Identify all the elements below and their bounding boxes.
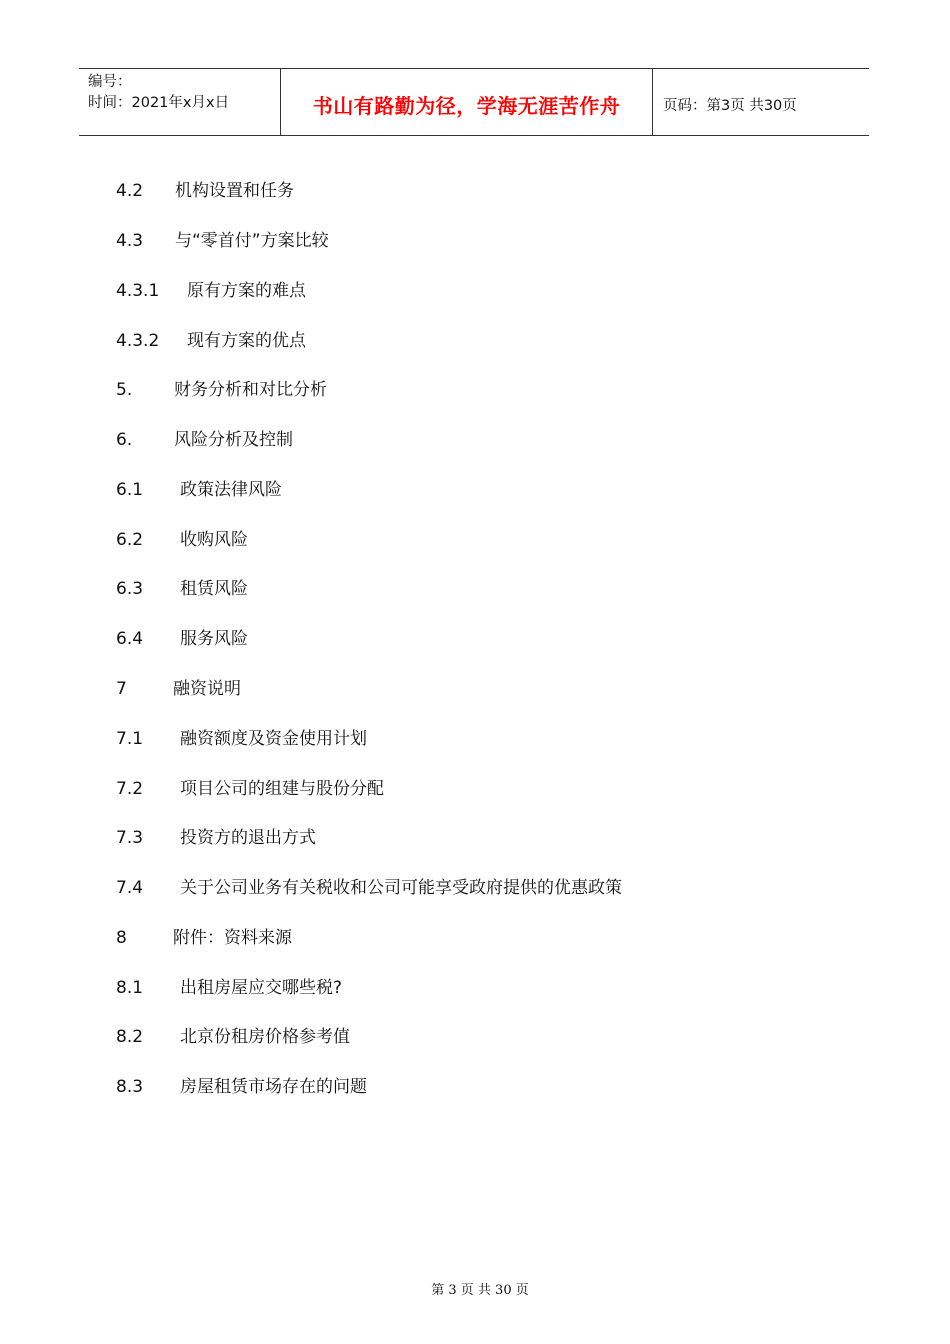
document-number-label: 编号： [88, 74, 132, 90]
toc-entry-title: 投资方的退出方式 [180, 828, 316, 848]
toc-entry-number: 6.2 [116, 530, 144, 550]
header-meta-cell [79, 69, 281, 135]
toc-entry-number: 4.3.1 [116, 281, 160, 301]
toc-entry-title: 原有方案的难点 [187, 281, 306, 301]
toc-entry-number: 6.4 [116, 629, 144, 649]
toc-entry-number: 8 [116, 928, 127, 948]
toc-entry-title: 收购风险 [180, 530, 248, 550]
toc-entry-title: 风险分析及控制 [174, 430, 293, 450]
toc-entry-title: 融资说明 [173, 679, 241, 699]
document-date-label: 时间：2021年x月x日 [88, 95, 230, 111]
toc-entry-title: 关于公司业务有关税收和公司可能享受政府提供的优惠政策 [180, 878, 622, 898]
toc-entry-number: 5. [116, 380, 133, 400]
toc-entry-number: 6.3 [116, 579, 144, 599]
toc-entry-title: 融资额度及资金使用计划 [180, 729, 367, 749]
toc-entry-number: 4.3.2 [116, 331, 160, 351]
header-motto-cell [281, 69, 653, 135]
toc-entry-number: 8.2 [116, 1027, 144, 1047]
header-page-cell [653, 69, 869, 135]
document-header [79, 68, 869, 136]
toc-entry-title: 现有方案的优点 [187, 331, 306, 351]
toc-entry-title: 机构设置和任务 [175, 181, 294, 201]
toc-entry-number: 8.1 [116, 978, 144, 998]
toc-entry-number: 4.3 [116, 231, 144, 251]
toc-entry-title: 出租房屋应交哪些税? [180, 978, 343, 998]
toc-entry-number: 6.1 [116, 480, 144, 500]
toc-entry-title: 租赁风险 [180, 579, 248, 599]
toc-entry-title: 政策法律风险 [180, 480, 282, 500]
toc-entry-title: 与“零首付”方案比较 [175, 231, 329, 251]
page-footer [0, 1279, 950, 1298]
toc-entry-title: 服务风险 [180, 629, 248, 649]
toc-entry-number: 4.2 [116, 181, 144, 201]
toc-entry-title: 财务分析和对比分析 [174, 380, 327, 400]
header-motto: 书山有路勤为径，学海无涯苦作舟 [312, 93, 621, 118]
header-page-info: 页码：第3页 共30页 [663, 97, 797, 114]
toc-entry-number: 7.3 [116, 828, 144, 848]
toc-entry-title: 北京份租房价格参考值 [180, 1027, 350, 1047]
toc-entry-number: 7.1 [116, 729, 144, 749]
toc-entry-title: 房屋租赁市场存在的问题 [180, 1077, 367, 1097]
toc-entry-title: 项目公司的组建与股份分配 [180, 779, 384, 799]
toc-entry-number: 7 [116, 679, 127, 699]
toc-entry-number: 7.4 [116, 878, 144, 898]
toc-entry-title: 附件：资料来源 [173, 928, 292, 948]
toc-entry-number: 8.3 [116, 1077, 144, 1097]
toc-entry-number: 7.2 [116, 779, 144, 799]
toc-entry-number: 6. [116, 430, 133, 450]
footer-page-number: 第 3 页 共 30 页 [431, 1283, 529, 1298]
